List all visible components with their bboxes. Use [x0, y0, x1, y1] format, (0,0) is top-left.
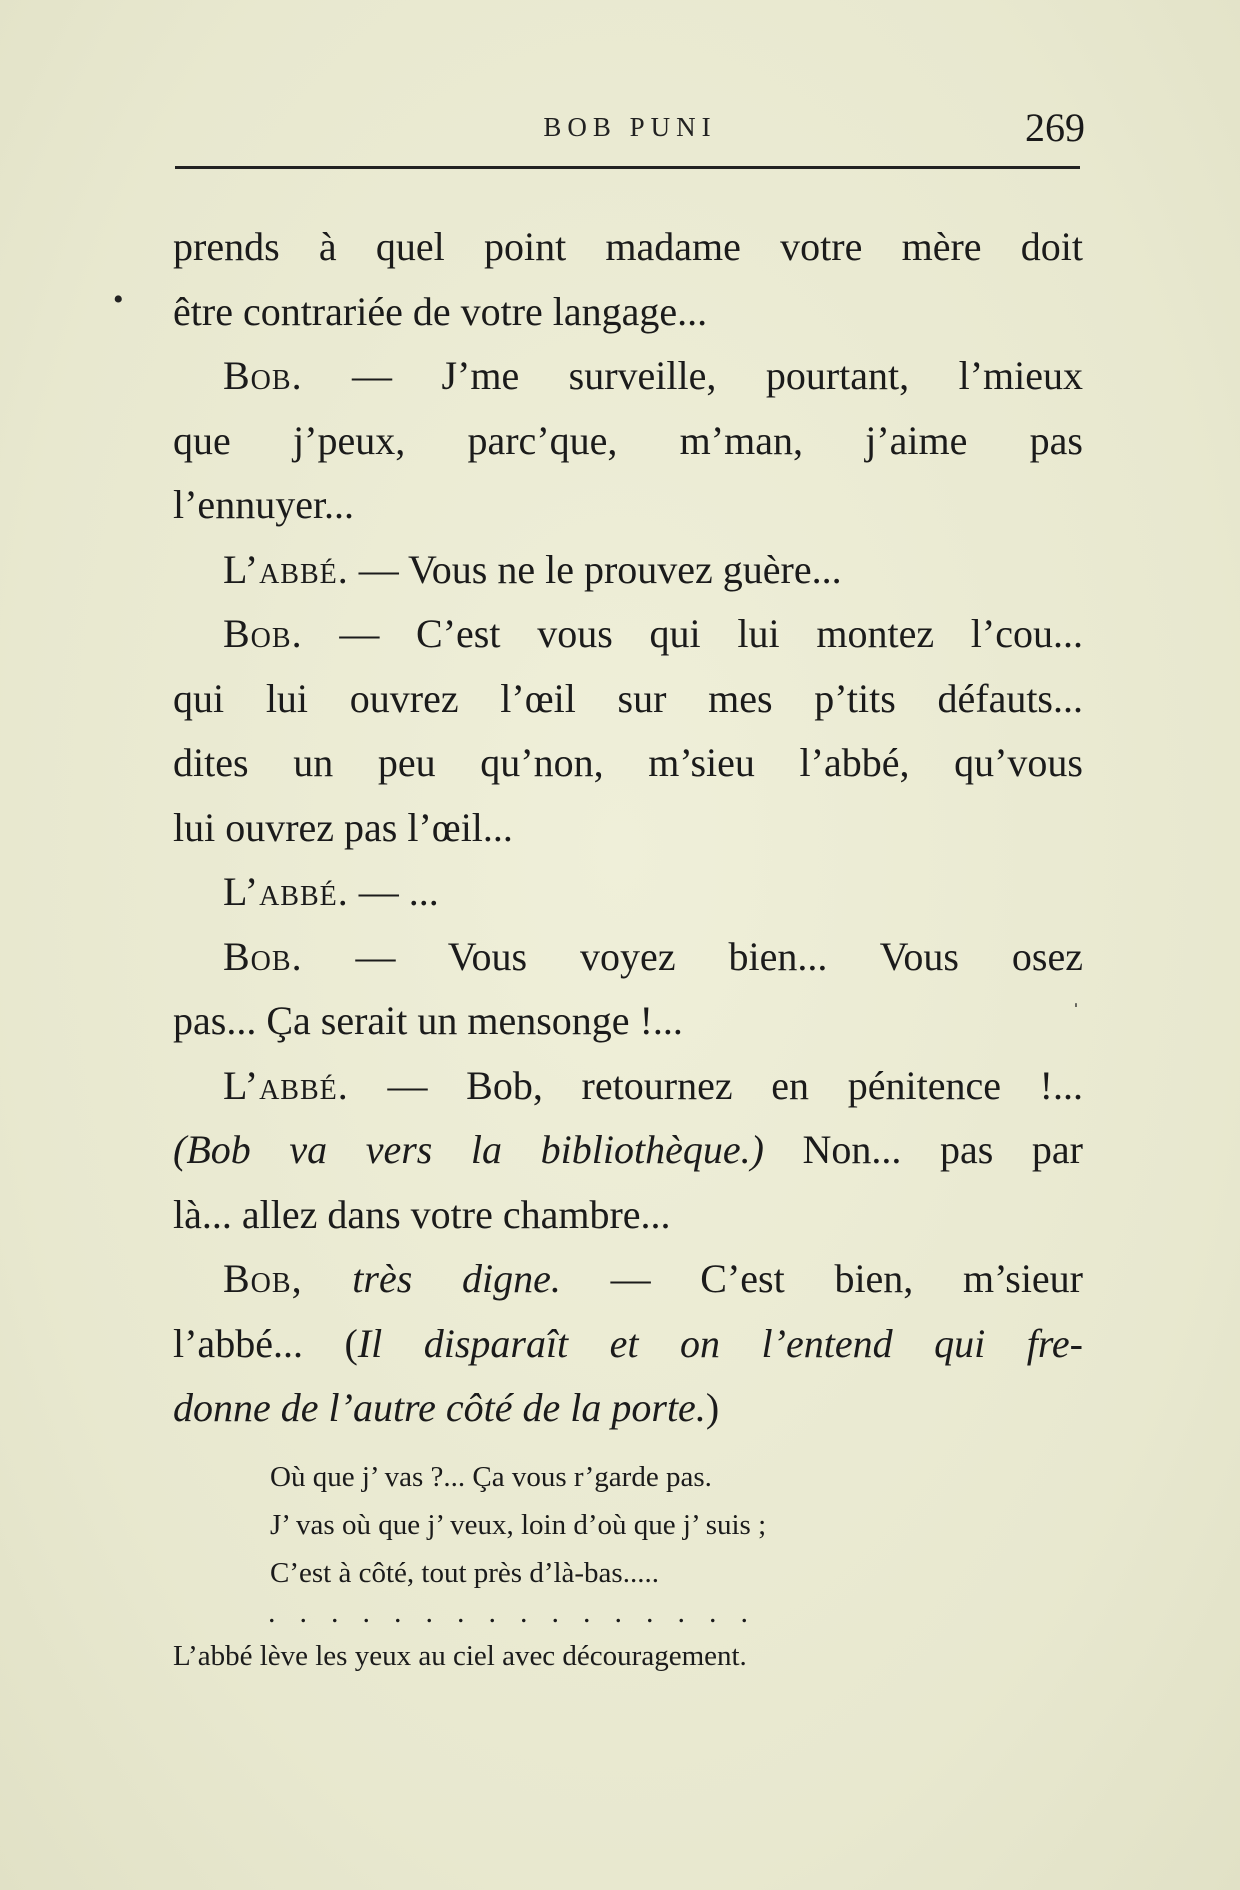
song-verse [270, 1453, 766, 1597]
speaker-name: Bob. [223, 353, 303, 398]
dialogue-line: L’abbé. — Bob, retournez en pénitence !... [223, 1062, 1083, 1108]
song-line: J’ vas où que j’ veux, loin d’où que j’ suis ; [270, 1509, 767, 1541]
text-line: là... allez dans votre chambre... [173, 1191, 671, 1237]
text-line: donne de l’autre côté de la porte.) [173, 1385, 720, 1430]
margin-tick: ˈ [1072, 1000, 1080, 1026]
text-line: l’abbé... (Il disparaît et on l’entend qui fre- [173, 1320, 1083, 1366]
speaker-name: L’abbé. [223, 869, 349, 914]
dialogue-line: Bob. — J’me surveille, pourtant, l’mieux [223, 353, 1083, 398]
page-number: 269 [1025, 105, 1085, 150]
text-line: qui lui ouvrez l’œil sur mes p’tits défauts... [173, 675, 1083, 721]
speaker-name: L’abbé. [223, 1062, 349, 1108]
margin-dot: • [113, 283, 124, 316]
page-header [175, 105, 1085, 160]
stage-direction: donne de l’autre côté de la porte. [173, 1385, 706, 1430]
text-line: que j’peux, parc’que, m’man, j’aime pas [173, 417, 1083, 463]
dialogue-line: Bob. — C’est vous qui lui montez l’cou... [223, 611, 1083, 656]
text-line: dites un peu qu’non, m’sieu l’abbé, qu’vous [173, 740, 1083, 785]
speaker-name: Bob. [223, 611, 303, 656]
speaker-name: Bob, [223, 1256, 303, 1301]
text-line: être contrariée de votre langage... [173, 288, 708, 334]
dialogue-line: L’abbé. — Vous ne le prouvez guère... [223, 546, 842, 592]
body-text [173, 215, 1083, 1441]
dialogue-line: Bob, très digne. — C’est bien, m’sieur [223, 1256, 1083, 1301]
song-line: Où que j’ vas ?... Ça vous r’garde pas. [270, 1461, 712, 1493]
stage-direction: très digne. [302, 1256, 561, 1301]
text-line: (Bob va vers la bibliothèque.) Non... pas par [173, 1127, 1084, 1172]
stage-direction: Il disparaît et on l’entend qui fre- [357, 1320, 1083, 1366]
running-head: BOB PUNI [543, 112, 717, 142]
text-line: pas... Ça serait un mensonge !... [173, 998, 683, 1043]
stage-note: L’abbé lève les yeux au ciel avec découragement. [173, 1640, 747, 1672]
text-line: prends à quel point madame votre mère doit [173, 224, 1083, 269]
text-line: l’ennuyer... [173, 482, 355, 527]
stage-direction: (Bob va vers la bibliothèque.) [173, 1127, 764, 1172]
dialogue-line: Bob. — Vous voyez bien... Vous osez [223, 933, 1083, 979]
song-line: C’est à côté, tout près d’là-bas..... [270, 1557, 659, 1589]
dialogue-line: L’abbé. — ... [223, 869, 439, 914]
text-line: lui ouvrez pas l’œil... [173, 804, 513, 850]
speaker-name: L’abbé. [223, 546, 349, 592]
ellipsis-separator: ................ [268, 1596, 772, 1629]
header-rule [175, 166, 1080, 169]
speaker-name: Bob. [223, 933, 303, 979]
